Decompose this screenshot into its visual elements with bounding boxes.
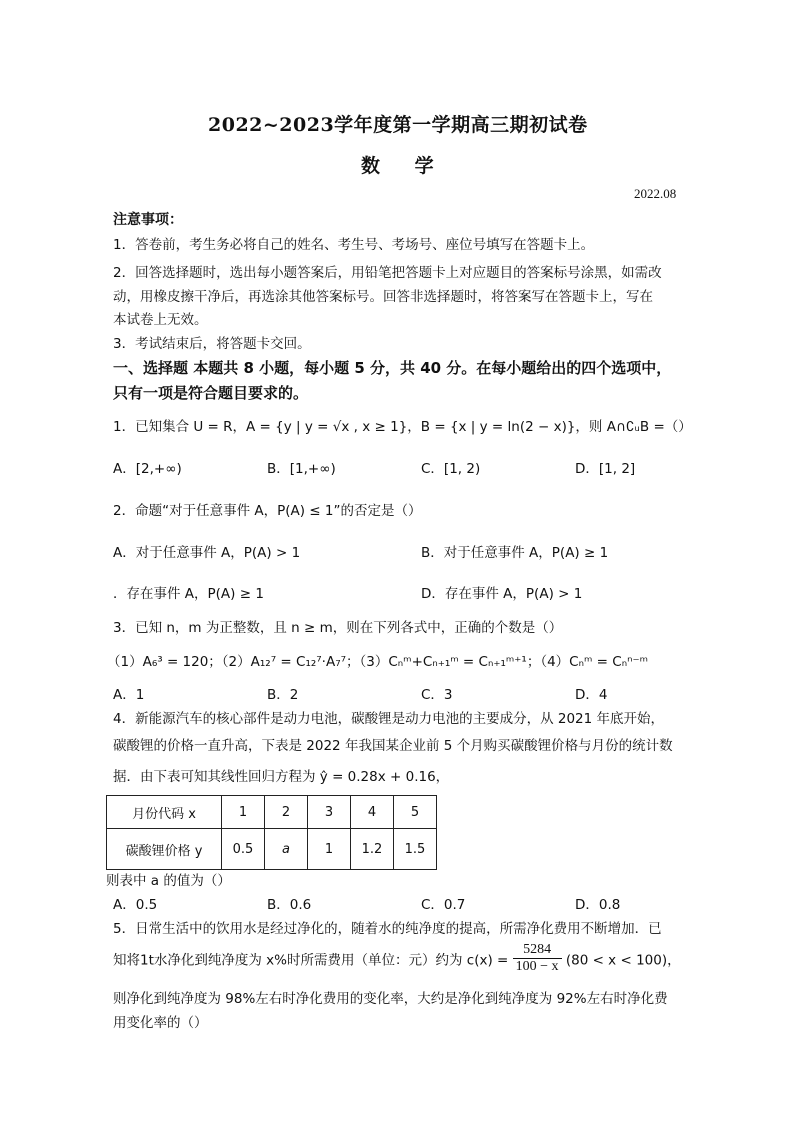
table-cell: 1.5: [394, 829, 437, 870]
question-5-line-1: 5．日常生活中的饮用水是经过净化的，随着水的纯净度的提高，所需净化费用不断增加．已: [113, 921, 662, 937]
question-2-option-a: A．对于任意事件 A，P(A) > 1: [113, 545, 301, 561]
table-row: [107, 796, 437, 829]
table-cell: 1: [308, 829, 351, 870]
question-1-option-c: C．[1, 2): [421, 461, 481, 477]
exam-date: 2022.08: [634, 186, 677, 201]
question-4-option-d: D．0.8: [575, 897, 621, 913]
table-cell: 2: [265, 796, 308, 829]
notice-heading: 注意事项：: [113, 212, 183, 228]
question-4-option-c: C．0.7: [421, 897, 466, 913]
notice-item-2-line-3: 本试卷上无效。: [113, 312, 208, 328]
question-5-line-2-post: (80 < x < 100)，: [565, 952, 681, 969]
table-cell: 1: [222, 796, 265, 829]
question-4-line-1: 4．新能源汽车的核心部件是动力电池，碳酸锂是动力电池的主要成分，从 2021 年底开始，: [113, 711, 665, 727]
question-2-option-b: B．对于任意事件 A，P(A) ≥ 1: [421, 545, 609, 561]
notice-item-3: 3．考试结束后，将答题卡交回。: [113, 336, 311, 352]
statistics-table: [106, 795, 437, 870]
question-1-stem: 1．已知集合 U = R，A = {y | y = √x , x ≥ 1}，B = {x | y = ln(2 − x)}，则 A∩∁ᵤB =（）: [113, 419, 692, 435]
question-3-formulas: （1）A₆³ = 120；（2）A₁₂⁷ = C₁₂⁷·A₇⁷；（3）Cₙᵐ+Cₙ₊₁ᵐ = Cₙ₊₁ᵐ⁺¹；（4）Cₙᵐ = Cₙⁿ⁻ᵐ: [107, 654, 649, 670]
question-4-option-b: B．0.6: [267, 897, 312, 913]
question-2-option-d: D．存在事件 A，P(A) > 1: [421, 586, 583, 602]
table-cell: 4: [351, 796, 394, 829]
exam-title: 2022~2023学年度第一学期高三期初试卷: [208, 114, 588, 136]
section-1-heading-line-2: 只有一项是符合题目要求的。: [113, 384, 309, 402]
notice-item-2-line-1: 2．回答选择题时，选出每小题答案后，用铅笔把答题卡上对应题目的答案标号涂黑，如需改: [113, 265, 662, 281]
cost-fraction: [513, 942, 562, 975]
question-3-option-b: B．2: [267, 687, 299, 703]
fraction-numerator: 5284: [513, 942, 562, 959]
table-row: [107, 829, 437, 870]
question-4-line-2: 碳酸锂的价格一直升高，下表是 2022 年我国某企业前 5 个月购买碳酸锂价格与月份的统计数: [113, 738, 673, 754]
notice-item-2-line-2: 动，用橡皮擦干净后，再选涂其他答案标号。回答非选择题时，将答案写在答题卡上，写在: [113, 289, 653, 305]
question-5-line-2: [113, 942, 681, 975]
table-cell: 5: [394, 796, 437, 829]
notice-item-1: 1．答卷前，考生务必将自己的姓名、考生号、考场号、座位号填写在答题卡上。: [113, 237, 595, 253]
table-row-header: 月份代码 x: [107, 796, 222, 829]
table-row-header: 碳酸锂价格 y: [107, 829, 222, 870]
question-5-line-2-pre: 知将1t水净化到纯净度为 x%时所需费用（单位：元）约为 c(x) =: [113, 952, 509, 969]
table-cell: 0.5: [222, 829, 265, 870]
question-5-line-4: 用变化率的（）: [113, 1015, 208, 1031]
question-2-stem: 2．命题“对于任意事件 A，P(A) ≤ 1”的否定是（）: [113, 503, 422, 519]
question-3-option-c: C．3: [421, 687, 453, 703]
fraction-denominator: 100 − x: [515, 959, 559, 974]
question-3-stem: 3．已知 n，m 为正整数，且 n ≥ m，则在下列各式中，正确的个数是（）: [113, 620, 563, 636]
question-3-option-a: A．1: [113, 687, 145, 703]
question-4-followup: 则表中 a 的值为（）: [106, 873, 231, 889]
table-cell: 3: [308, 796, 351, 829]
question-1-option-b: B．[1,+∞): [267, 461, 336, 477]
question-5-line-3: 则净化到纯净度为 98%左右时净化费用的变化率，大约是净化到纯净度为 92%左右时净化费: [113, 991, 668, 1007]
question-1-option-a: A．[2,+∞): [113, 461, 182, 477]
subject-title: 数 学: [361, 155, 448, 177]
table-cell: 1.2: [351, 829, 394, 870]
question-1-option-d: D．[1, 2]: [575, 461, 636, 477]
question-3-option-d: D．4: [575, 687, 608, 703]
question-4-option-a: A．0.5: [113, 897, 158, 913]
question-4-line-3: 据．由下表可知其线性回归方程为 ŷ = 0.28x + 0.16，: [113, 769, 450, 785]
section-1-heading-line-1: 一、选择题 本题共 8 小题，每小题 5 分，共 40 分。在每小题给出的四个选项中，: [113, 359, 672, 377]
question-2-option-c: ．存在事件 A，P(A) ≥ 1: [113, 586, 264, 602]
table-cell: a: [265, 829, 308, 870]
